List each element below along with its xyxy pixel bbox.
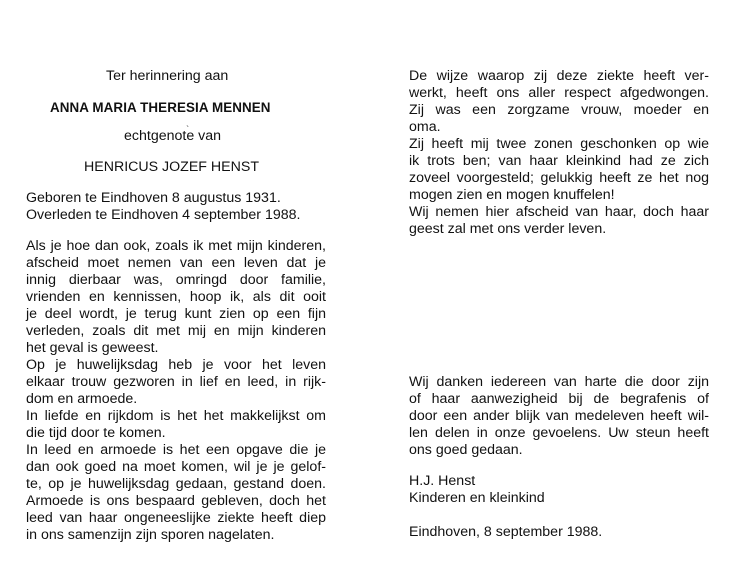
born-date: Geboren te Eindhoven 8 augustus 1931. — [26, 190, 281, 206]
spouse-name: HENRICUS JOZEF HENST — [84, 159, 259, 175]
text-line: oma. — [409, 119, 441, 135]
text-line: dan ook goed na moet komen, wil je je gelof- — [26, 459, 326, 475]
text-line: De wijze waarop zij deze ziekte heeft ver- — [409, 68, 709, 84]
text-line: zoveel voorgesteld; gelukkig heeft ze het nog — [409, 170, 709, 186]
text-line: door een ander blijk van medeleven heeft wil- — [409, 408, 709, 424]
text-line: of haar aanwezigheid bij de begrafenis of — [409, 391, 709, 407]
decorative-mark: ˎ — [186, 116, 190, 128]
text-line: verleden, zoals dit met mij en mijn kinderen — [26, 323, 326, 339]
text-line: leed van haar ongeneeslijke ziekte heeft diep — [26, 510, 326, 526]
memorial-text — [26, 238, 326, 544]
text-line: Zij heeft mij twee zonen geschonken op wie — [409, 136, 709, 152]
text-line: ik trots ben; van haar kleinkind had ze zich — [409, 153, 709, 169]
text-line: In leed en armoede is het een opgave die je — [26, 442, 326, 458]
text-line: Zij was een zorgzame vrouw, moeder en — [409, 102, 709, 118]
text-line: Op je huwelijksdag heb je voor het leven — [26, 357, 326, 373]
text-line: het geval is geweest. — [26, 340, 159, 356]
text-line: Wij danken iedereen van harte die door zijn — [409, 374, 709, 390]
right-page — [409, 68, 709, 541]
text-line: ons goed gedaan. — [409, 442, 523, 458]
family-line: Kinderen en kleinkind — [409, 490, 545, 506]
spouse-label: echtgenote van — [124, 128, 222, 144]
text-line: dom en armoede. — [26, 391, 138, 407]
text-line: len delen in onze gevoelens. Uw steun heeft — [409, 425, 709, 441]
memorial-text-continued — [409, 68, 709, 238]
thanks-text — [409, 374, 709, 459]
text-line: te, op je huwelijksdag gedaan, gestand doen. — [26, 476, 326, 492]
deceased-name: ANNA MARIA THERESIA MENNEN — [50, 100, 271, 115]
intro-text: Ter herinnering aan — [106, 68, 229, 84]
text-line: die tijd door te komen. — [26, 425, 166, 441]
died-date: Overleden te Eindhoven 4 september 1988. — [26, 207, 301, 223]
left-page — [26, 68, 326, 544]
text-line: vrienden en kennissen, hoop ik, als dit ooit — [26, 289, 326, 305]
text-line: je deel wordt, je terug kunt zien op een fijn — [26, 306, 326, 322]
text-line: elkaar trouw gezworen in lief en leed, in rijk- — [26, 374, 326, 390]
text-line: mogen zien en mogen knuffelen! — [409, 187, 615, 203]
text-line: afscheid moet nemen van een leven dat je — [26, 255, 326, 271]
text-line: innig dierbaar was, omringd door familie, — [26, 272, 326, 288]
text-line: werkt, heeft ons aller respect afgedwongen. — [409, 85, 709, 101]
signature: H.J. Henst — [409, 473, 476, 489]
text-line: Als je hoe dan ook, zoals ik met mijn kinderen, — [26, 238, 326, 254]
text-line: Wij nemen hier afscheid van haar, doch haar — [409, 204, 709, 220]
text-line: In liefde en rijkdom is het het makkelijkst om — [26, 408, 326, 424]
place-date: Eindhoven, 8 september 1988. — [409, 524, 603, 540]
text-line: in ons samenzijn zijn sporen nagelaten. — [26, 527, 275, 543]
text-line: geest zal met ons verder leven. — [409, 221, 607, 237]
text-line: Armoede is ons bespaard gebleven, doch het — [26, 493, 326, 509]
